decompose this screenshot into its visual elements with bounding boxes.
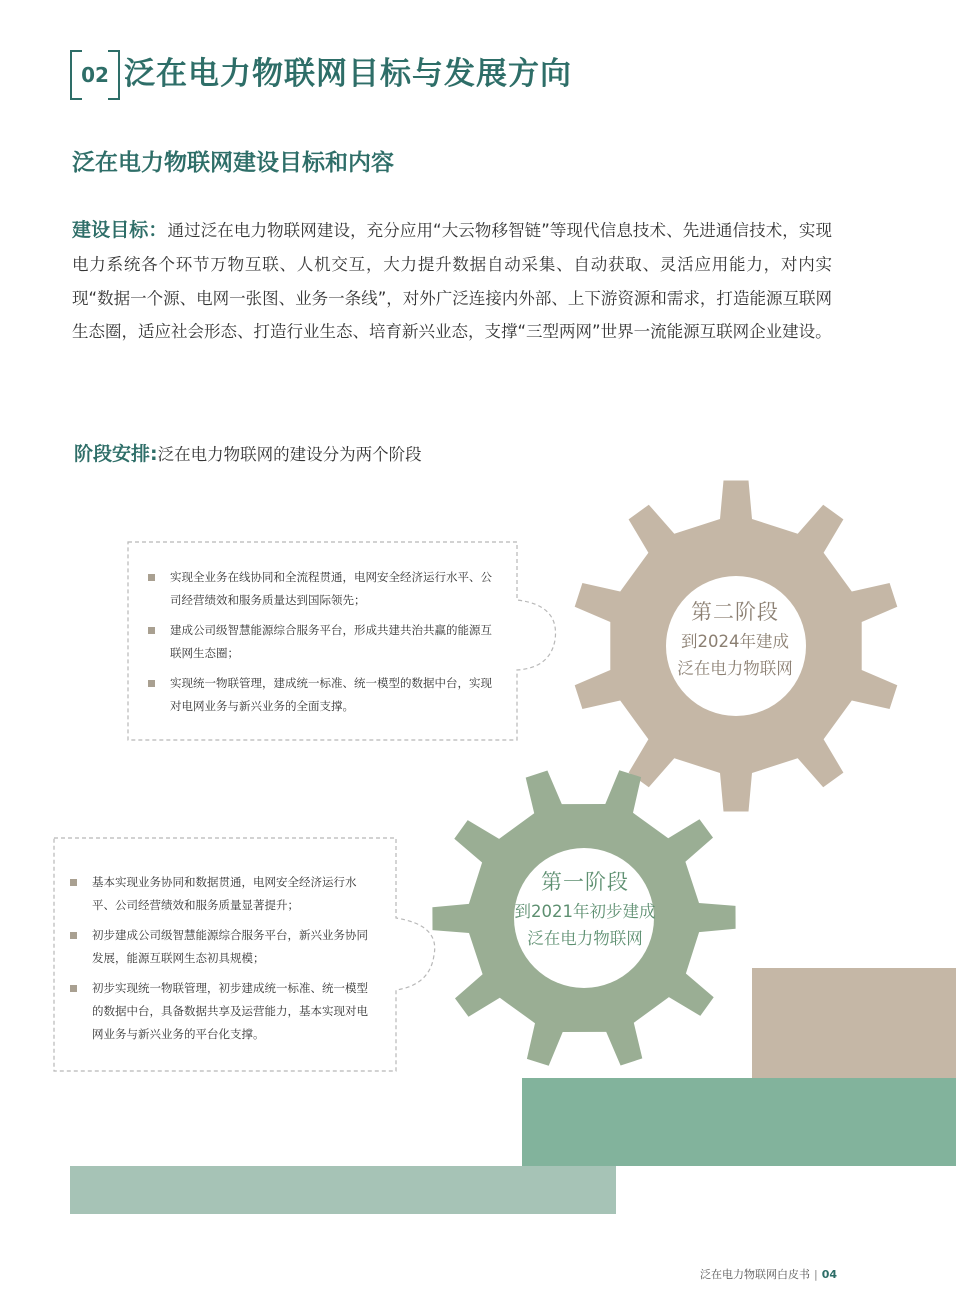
footer-doc-name: 泛在电力物联网白皮书 xyxy=(700,1268,810,1281)
square-bullet-icon xyxy=(70,879,77,886)
phase2-goals-list xyxy=(148,566,498,725)
list-item: 初步建成公司级智慧能源综合服务平台，新兴业务协同发展，能源互联网生态初具规模； xyxy=(70,924,370,970)
stage-label: 阶段安排: xyxy=(74,443,158,465)
page-subtitle: 泛在电力物联网建设目标和内容 xyxy=(72,150,394,176)
phase2-desc-line2: 泛在电力物联网 xyxy=(677,659,793,678)
list-item: 初步实现统一物联管理，初步建成统一标准、统一模型的数据中台，具备数据共享及运营能力，基本实现对电网业务与新兴业务的平台化支撑。 xyxy=(70,977,370,1046)
page-number: 04 xyxy=(821,1268,838,1281)
phase1-label xyxy=(500,866,670,952)
phase1-desc-line2: 泛在电力物联网 xyxy=(527,929,643,948)
square-bullet-icon xyxy=(148,574,155,581)
page-footer xyxy=(700,1266,837,1284)
phase1-title: 第一阶段 xyxy=(541,870,629,894)
phase2-label xyxy=(660,596,810,682)
list-item: 基本实现业务协同和数据贯通，电网安全经济运行水平、公司经营绩效和服务质量显著提升； xyxy=(70,871,370,917)
section-number: 02 xyxy=(81,63,109,87)
footer-separator: | xyxy=(814,1268,818,1281)
list-item: 建成公司级智慧能源综合服务平台，形成共建共治共赢的能源互联网生态圈； xyxy=(148,619,498,665)
square-bullet-icon xyxy=(70,932,77,939)
goal-label: 建设目标： xyxy=(72,219,168,241)
list-item: 实现统一物联管理，建成统一标准、统一模型的数据中台，实现对电网业务与新兴业务的全面支撑。 xyxy=(148,672,498,718)
phase2-desc-line1: 到2024年建成 xyxy=(681,632,789,651)
phase1-desc-line1: 到2021年初步建成 xyxy=(514,902,656,921)
stage-text: 泛在电力物联网的建设分为两个阶段 xyxy=(157,445,422,464)
list-item: 实现全业务在线协同和全流程贯通，电网安全经济运行水平、公司经营绩效和服务质量达到国际领先； xyxy=(148,566,498,612)
square-bullet-icon xyxy=(70,985,77,992)
phase2-title: 第二阶段 xyxy=(691,600,779,624)
goal-text: 通过泛在电力物联网建设，充分应用“大云物移智链”等现代信息技术、先进通信技术，实现电力系统各个环节万物互联、人机交互，大力提升数据自动采集、自动获取、灵活应用能力，对内实现“数据一个源、电网一张图、业务一条线”，对外广泛连接内外部、上下游资源和需求，打造能源互联网生态圈，适应社会形态、打造行业生态、培育新兴业态，支撑“三型两网”世界一流能源互联网企业建设。 xyxy=(72,221,832,342)
section-title: 泛在电力物联网目标与发展方向 xyxy=(124,56,572,92)
square-bullet-icon xyxy=(148,680,155,687)
square-bullet-icon xyxy=(148,627,155,634)
phase1-goals-list xyxy=(70,871,370,1053)
